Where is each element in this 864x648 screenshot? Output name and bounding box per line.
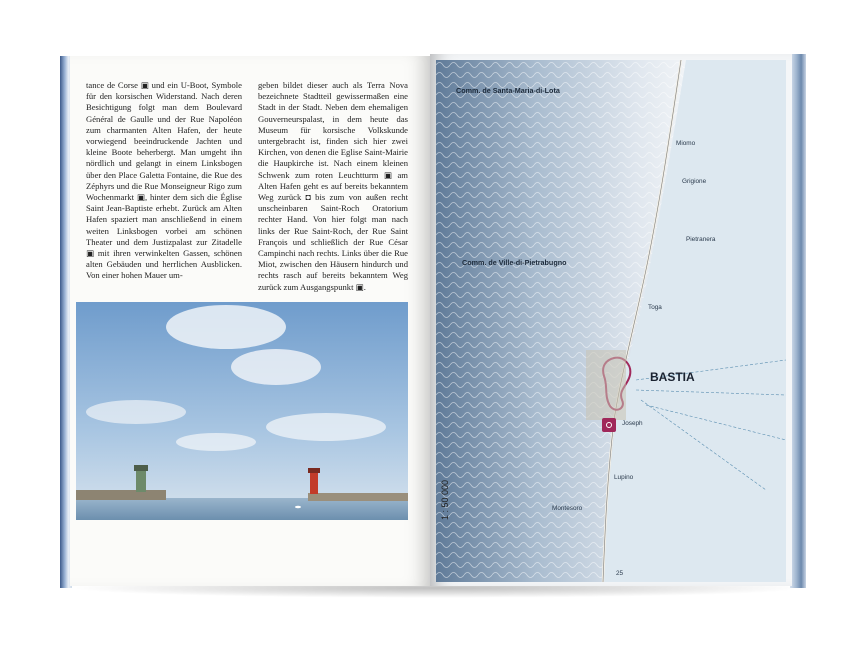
harbour-photo (76, 302, 408, 520)
page-edges-right (790, 54, 806, 588)
map-label-santa-maria: Comm. de Santa-Maria-di-Lota (456, 86, 560, 95)
map-scale: 1 : 50 000 (440, 479, 450, 520)
start-point-marker (602, 418, 616, 432)
map-label-toga: Toga (648, 304, 662, 311)
map-city-bastia: BASTIA (650, 370, 695, 384)
map-label-ville-di-pietrabugno: Comm. de Ville-di-Pietrabugno (462, 258, 567, 267)
text-column-2: geben bildet dieser auch als Terra Nova bezeichnete Stadtteil gewissermaßen eine Stadt in der Stadt. Neben dem ehemaligen Gouverneurspalast, in dem heute das Museum für korsische Volkskunde untergebracht ist, finden sich hier zwei Kirchen, von denen die Eglise Saint-Mairie die Haupkirche ist. Nach einem kleinen Schwenk zum roten Leuchtturm ▣ am Alten Hafen geht es auf bereits bekanntem Weg zurück ◘ bis zum von außen recht unscheinbaren Saint-Roch Oratorium rechter Hand. Von hier folgt man nach links der Rue Saint-Roch, der Rue Saint François und schließlich der Rue César Campinchi nach rechts. Links über die Rue Miot, zwischen den Häusern hindurch und rechts rasch auf bereits bekanntem Weg zurück zum Ausgangspunkt ▣. (258, 80, 408, 292)
map-label-pietranera: Pietranera (686, 236, 716, 243)
page-number: 25 (616, 570, 624, 577)
map-label-montesoro: Montesoro (552, 505, 583, 512)
map-label-grigione: Grigione (682, 178, 707, 185)
map-label-lupino: Lupino (614, 474, 634, 481)
map-label-miomo: Miomo (676, 140, 696, 147)
map-label-joseph: Joseph (622, 420, 643, 427)
hiking-map (436, 60, 786, 582)
text-column-1: tance de Corse ▣ und ein U-Boot, Symbole für den korsischen Widerstand. Nach deren Besichtigung folgt man dem Boulevard Général de Gaulle und der Rue Napoléon zum charmanten Alten Hafen, der heute vorwiegend beeindruckende Jachten und kleine Boote beherbergt. Man umgeht ihn nördlich und gelangt in einem Linksbogen über den Place Galetta Fontaine, die Rue des Zéphyrs und die Rue Monseigneur Rigo zum Wochenmarkt ▣, hinter dem sich die Église Saint Jean-Baptiste erhebt. Zurück am Alten Hafen spaziert man anschließend in einem weiten Linksbogen vorbei am schönen Theater und dem Justizpalast zur Zitadelle ▣ mit ihren verwinkelten Gassen, schönen alten Gebäuden und herrlichen Ausblicken. Von einer hohen Mauer um- (86, 80, 242, 281)
